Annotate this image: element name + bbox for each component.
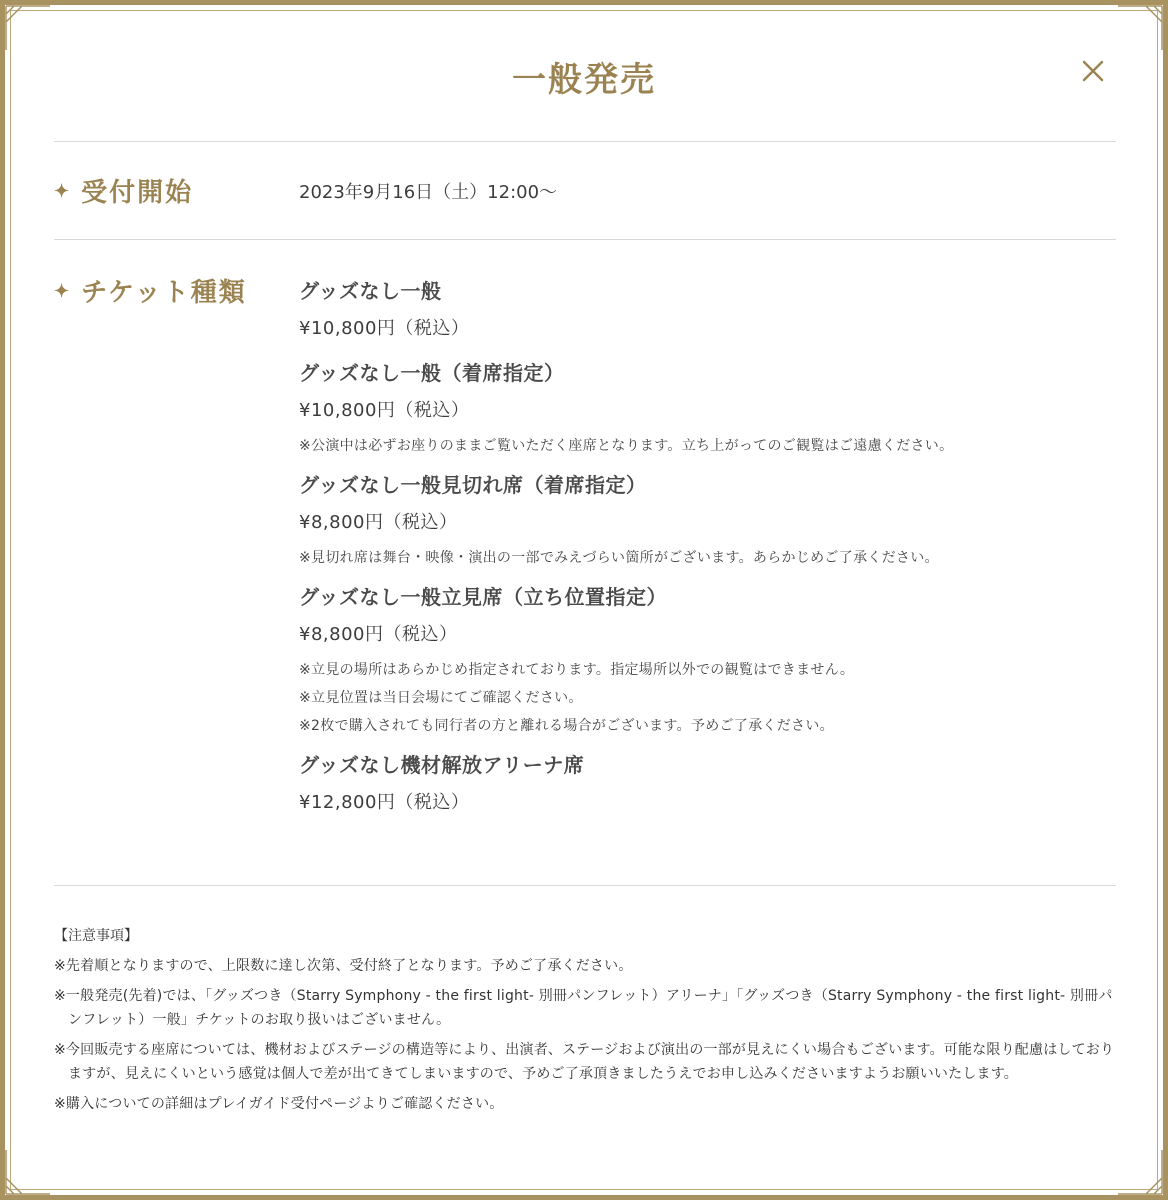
- corner-ornament-icon: [1116, 1148, 1164, 1196]
- ticket-price: ¥12,800円（税込）: [299, 792, 470, 813]
- ticket-note: ※見切れ席は舞台・映像・演出の一部でみえづらい箇所がございます。あらかじめご了承ください。: [299, 550, 939, 566]
- ticket-type-label: ✦ チケット種類: [54, 278, 247, 308]
- sparkle-icon: ✦: [54, 281, 72, 302]
- ticket-price: ¥10,800円（税込）: [299, 318, 470, 339]
- notes-section: [54, 926, 1116, 1122]
- notes-item: ※購入についての詳細はプレイガイド受付ページよりご確認ください。: [54, 1096, 504, 1112]
- corner-ornament-icon: [4, 1148, 52, 1196]
- ticket-price: ¥8,800円（税込）: [299, 624, 458, 645]
- notes-item: ※先着順となりますので、上限数に達し次第、受付終了となります。予めご了承ください。: [54, 958, 633, 974]
- ticket-name: グッズなし一般見切れ席（着席指定）: [299, 473, 647, 497]
- ticket-price: ¥8,800円（税込）: [299, 512, 458, 533]
- ticket-item: [299, 276, 1099, 344]
- ticket-note: ※公演中は必ずお座りのままご覧いただく座席となります。立ち上がってのご観覧はご遠慮ください。: [299, 438, 954, 454]
- ticket-item: [299, 750, 1099, 818]
- ticket-name: グッズなし機材解放アリーナ席: [299, 753, 585, 777]
- sparkle-icon: ✦: [54, 181, 72, 202]
- corner-ornament-icon: [1116, 4, 1164, 52]
- divider: [54, 239, 1116, 240]
- ticket-item: [299, 470, 1099, 568]
- divider: [54, 141, 1116, 142]
- ticket-list: [299, 276, 1099, 832]
- ticket-name: グッズなし一般: [299, 279, 442, 303]
- ticket-price: ¥10,800円（税込）: [299, 400, 470, 421]
- notes-item: ※一般発売(先着)では、「グッズつき（Starry Symphony - the first light- 別冊パンフレット）アリーナ」「グッズつき（Starry Symphony - the first light- 別冊パンフレット）一般」チケットのお取り扱いはございません。: [54, 988, 1113, 1028]
- corner-ornament-icon: [4, 4, 52, 52]
- ticket-name: グッズなし一般（着席指定）: [299, 361, 565, 385]
- notes-heading: 【注意事項】: [54, 928, 138, 944]
- dialog-title: 一般発売: [512, 60, 656, 100]
- reception-date: 2023年9月16日（土）12:00〜: [299, 182, 558, 203]
- reception-label: ✦ 受付開始: [54, 178, 194, 208]
- divider: [54, 885, 1116, 886]
- close-icon[interactable]: [1074, 52, 1112, 90]
- ticket-note: ※立見位置は当日会場にてご確認ください。: [299, 690, 583, 706]
- ticket-item: [299, 358, 1099, 456]
- ticket-name: グッズなし一般立見席（立ち位置指定）: [299, 585, 667, 609]
- ticket-note: ※立見の場所はあらかじめ指定されております。指定場所以外での観覧はできません。: [299, 662, 855, 678]
- ticket-note: ※2枚で購入されても同行者の方と離れる場合がございます。予めご了承ください。: [299, 718, 834, 734]
- notes-item: ※今回販売する座席については、機材およびステージの構造等により、出演者、ステージおよび演出の一部が見えにくい場合もございます。可能な限り配慮はしておりますが、見えにくいという感覚は個人で差が出てきてしまいますので、予めご了承頂きましたうえでお申し込みくださいますようお願いいたします。: [54, 1042, 1115, 1082]
- ticket-item: [299, 582, 1099, 736]
